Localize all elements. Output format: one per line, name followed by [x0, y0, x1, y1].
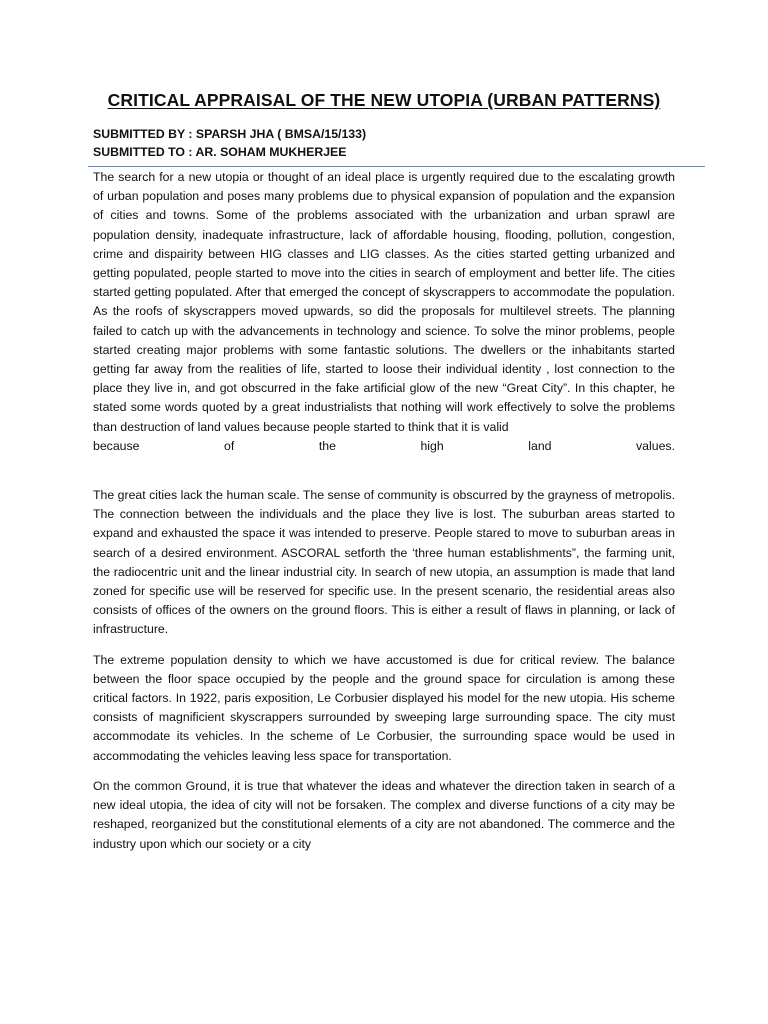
- paragraph-4: On the common Ground, it is true that whatever the ideas and whatever the direction taken in search of a new ideal utopia, the idea of city will not be forsaken. The complex and diverse functions of a city may be reshaped, reorganized but the constitutional elements of a city are not abandoned. The commerce and the industry upon which our society or a city: [93, 778, 675, 851]
- word: the: [318, 438, 336, 453]
- word: land: [528, 438, 552, 453]
- paragraph-1-text: The search for a new utopia or thought of an ideal place is urgently required due to the escalating growth of urban population and poses many problems due to physical expansion of population and the expansion of cities and towns. Some of the problems associated with the urbanization and urban sprawl are population density, inadequate infrastructure, lack of affordable housing, flooding, pollution, congestion, crime and dispairity between HIG classes and LIG classes. As the cities started getting urbanized and getting populated, people started to move into the cities in search of employment and better life. The cities started getting populated. After that emerged the concept of skyscrappers to accommodate the population. As the roofs of skyscrappers moved upwards, so did the proposals for multilevel streets. The planning failed to catch up with the advancements in technology and science. To solve the minor problems, people started creating major problems with some fantastic solutions. The dwellers or the inhabitants started getting far away from the realities of life, started to loose their individual identity , lost connection to the place they live in, and got obscurred in the fake artificial glow of the new “Great City”. In this chapter, he stated some words quoted by a great industrialists that nothing will work effectively to solve the problems than destruction of land values because people started to think that it is valid: [93, 170, 675, 434]
- paragraph-1-last-line: [93, 437, 675, 456]
- word: of: [224, 438, 235, 453]
- document-body: [93, 168, 675, 865]
- document-title: CRITICAL APPRAISAL OF THE NEW UTOPIA (URBAN PATTERNS): [107, 90, 661, 110]
- submitted-by: SUBMITTED BY : SPARSH JHA ( BMSA/15/133): [93, 127, 367, 141]
- header-divider: [88, 166, 705, 167]
- submission-info: [93, 126, 366, 161]
- word: high: [420, 438, 444, 453]
- submitted-to: SUBMITTED TO : AR. SOHAM MUKHERJEE: [93, 144, 347, 159]
- word: values.: [636, 438, 675, 453]
- paragraph-1: [93, 168, 675, 437]
- paragraph-2: The great cities lack the human scale. The sense of community is obscurred by the grayness of metropolis. The connection between the individuals and the place they live is lost. The suburban areas started to expand and exhausted the space it was intended to preserve. People stared to move to suburban areas in search of a desired environment. ASCORAL setforth the ‘three human establishments”, the farming unit, the radiocentric unit and the linear industrial city. In search of new utopia, an assumption is made that land zoned for specific use will be reserved for specific use. In the present scenario, the residential areas also consists of offices of the owners on the ground floors. This is either a result of flaws in planning, or lack of infrastructure.: [93, 488, 675, 637]
- paragraph-3: The extreme population density to which we have accustomed is due for critical review. The balance between the floor space occupied by the people and the ground space for circulation is among these critical factors. In 1922, paris exposition, Le Corbusier displayed his model for the new utopia. His scheme consists of magnificient skyscrappers surrounded by sweeping large surrounding space. The city must accommodate its vehicles. In the scheme of Le Corbusier, the surrounding space would be used in accommodating the vehicles leaving less space for transportation.: [93, 652, 675, 763]
- word: because: [93, 438, 140, 453]
